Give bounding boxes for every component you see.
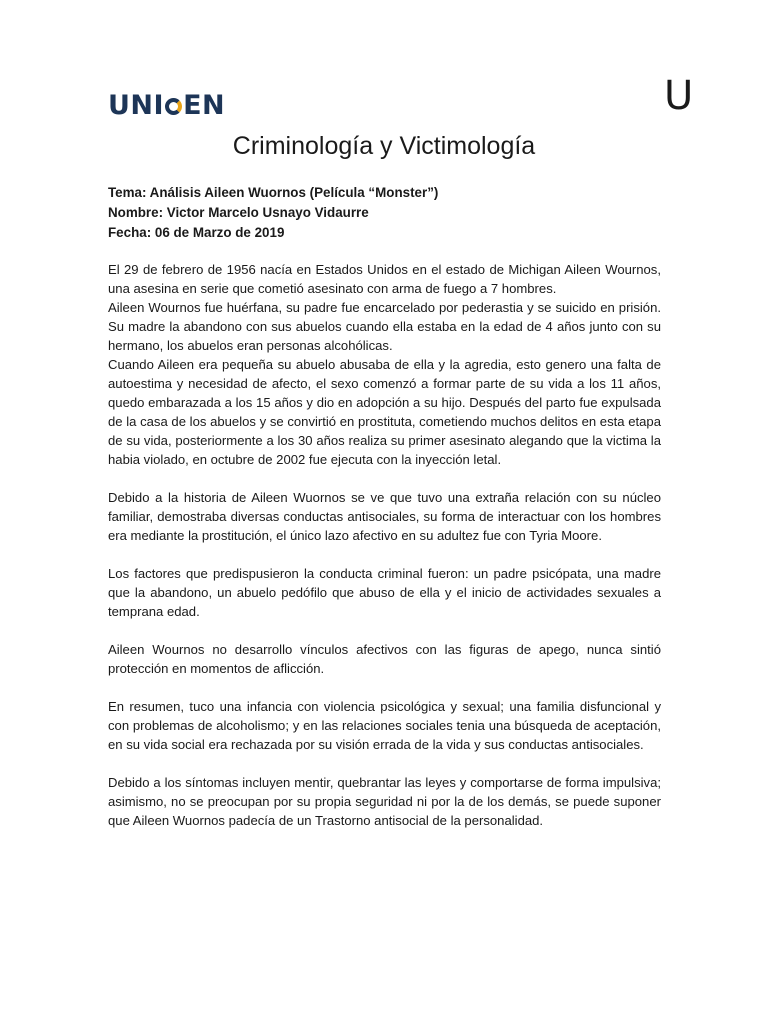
logo-text-right: EN <box>183 89 226 121</box>
paragraph-2: Aileen Wournos fue huérfana, su padre fue encarcelado por pederastia y se suicido en prisión. Su madre la abandono con sus abuelos cuando ella estaba en la edad de 4 años junto con su hermano, los abuelos eran personas alcohólicas. <box>108 300 661 353</box>
document-meta <box>108 183 663 243</box>
paragraph-4: Debido a la historia de Aileen Wuornos se ve que tuvo una extraña relación con su núcleo familiar, demostraba diversas conductas antisociales, su forma de interactuar con los hombres era mediante la prostitución, el único lazo afectivo en su adultez fue con Tyria Moore. <box>108 490 661 543</box>
unicen-logo <box>108 88 225 122</box>
paragraph-7: En resumen, tuco una infancia con violencia psicológica y sexual; una familia disfuncional y con problemas de alcoholismo; y en las relaciones sociales tenia una búsqueda de aceptación, en su vida social era rechazada por su visión errada de la vida y sus conductas antisociales. <box>108 699 661 752</box>
document-body <box>108 260 661 830</box>
paragraph-6: Aileen Wournos no desarrollo vínculos afectivos con las figuras de apego, nunca sintió protección en momentos de aflicción. <box>108 642 661 676</box>
paragraph-1: El 29 de febrero de 1956 nacía en Estados Unidos en el estado de Michigan Aileen Wournos, una asesina en serie que cometió asesinato con arma de fuego a 7 hombres. <box>108 262 661 296</box>
paragraph-5: Los factores que predispusieron la conducta criminal fueron: un padre psicópata, una madre que la abandono, un abuelo pedófilo que abuso de ella y el inicio de actividades sexuales a temprana edad. <box>108 566 661 619</box>
meta-tema: Tema: Análisis Aileen Wuornos (Película “Monster”) <box>108 185 439 200</box>
document-title: Criminología y Victimología <box>232 132 536 160</box>
meta-nombre: Nombre: Victor Marcelo Usnayo Vidaurre <box>108 205 369 220</box>
paragraph-8: Debido a los síntomas incluyen mentir, quebrantar las leyes y comportarse de forma impulsiva; asimismo, no se preocupan por su propia seguridad ni por la de los demás, se puede suponer que Aileen Wuornos padecía de un Trastorno antisocial de la personalidad. <box>108 775 661 828</box>
corner-logo-mark: U <box>664 73 694 119</box>
logo-ring-icon <box>165 98 182 115</box>
meta-fecha: Fecha: 06 de Marzo de 2019 <box>108 225 285 240</box>
logo-text-left: UNI <box>108 89 165 121</box>
paragraph-3: Cuando Aileen era pequeña su abuelo abusaba de ella y la agredia, esto genero una falta de autoestima y necesidad de afecto, el sexo comenzó a formar parte de su vida a los 11 años, quedo embarazada a los 15 años y dio en adopción a su hijo. Después del parto fue expulsada de la casa de los abuelos y se convirtió en prostituta, cometiendo muchos delitos en esta etapa de su vida, posteriormente a los 30 años realiza su primer asesinato alegando que la victima la habia violado, en octubre de 2002 fue ejecuta con la inyección letal. <box>108 357 661 467</box>
